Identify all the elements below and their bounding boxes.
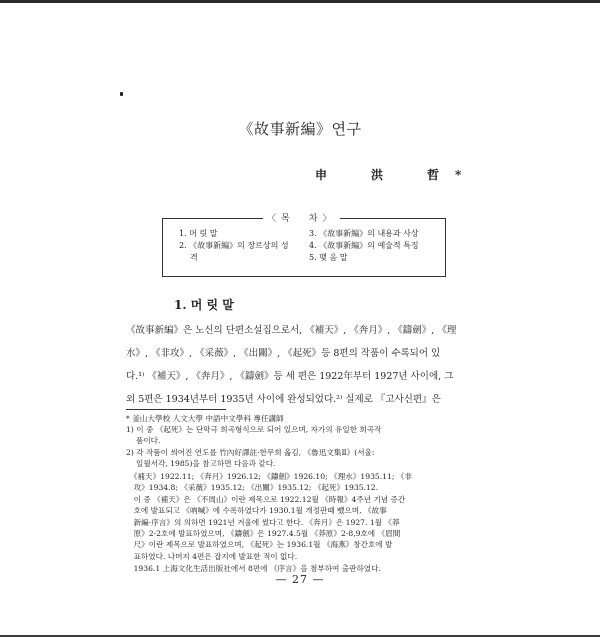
toc-item: 4. 《故事新編》의 예술적 특징 [309, 241, 419, 250]
footnote-line: * 釜山大學校 人文大學 中語中文學科 專任講師 [126, 414, 284, 423]
footnote-line: 攻》1934.8; 《采薇》1935.12; 《出關》1935.12; 《起死》1935.12. [126, 483, 379, 492]
author-name: 申 洪 哲* [315, 168, 478, 182]
footnote-line: 품이다. [126, 436, 161, 445]
body-text-line: 水》, 《非攻》, 《采薇》, 《出關》, 《起死》등 8편의 작품이 수록되어 있 [126, 348, 441, 359]
footnote-line: 尺》이란 제목으로 발표하였으며, 《起死》는 1936.1월 《海燕》창간호에 발 [126, 540, 393, 549]
toc-heading: 〈목 차〉 [263, 211, 340, 224]
body-text-line: 《故事新編》은 노신의 단편소설집으로서, 《補天》, 《奔月》, 《鑄劍》, 《理 [126, 325, 457, 336]
scan-border-top [0, 0, 600, 3]
body-text-line: 외 5편은 1934년부터 1935년 사이에 완성되었다.²⁾ 실제로 『고사신편』은 [126, 394, 441, 405]
footnote-line: 《補天》1922.11; 《奔月》1926.12; 《鑄劍》1926.10; 《理水》1935.11; 《非 [126, 472, 412, 481]
footnote-line: 1) 이 중 《起死》는 단막극 희곡형식으로 되어 있으며, 자가의 유일한 희곡작 [126, 425, 382, 434]
toc-item: 2. 《故事新編》의 장르상의 성 [179, 241, 289, 250]
footnote-line: 표하였다. 나머지 4편은 잡지에 발표한 적이 없다. [126, 552, 298, 561]
footnote-line: 新編·序言》의 의하면 1921년 겨울에 썼다고 한다. 《奔月》은 1927. 1월 《莽 [126, 518, 400, 527]
toc-item: 1. 머 릿 말 [179, 229, 218, 238]
scan-speck [120, 92, 123, 96]
toc-item: 격 [190, 253, 198, 262]
footnote-divider [126, 409, 226, 410]
toc-item: 5. 맺 음 말 [309, 253, 348, 262]
section-heading: 1. 머 릿 말 [174, 298, 234, 312]
body-text-line: 다.¹⁾ 《補天》, 《奔月》, 《鑄劍》등 세 편은 1922年부터 1927년 사이에, 그 [126, 371, 454, 382]
footnote-line: 1936.1 上海文化生活出版社에서 8편에 《序言》을 첨부하여 출판하였다. [126, 564, 381, 573]
paper-title: 《故事新編》연구 [238, 120, 362, 138]
footnote-line: 原》2-2호에 발표하였으며, 《鑄劍》은 1927.4.5월 《莽原》2-8,9호에 《眉間 [126, 529, 401, 538]
footnote-line: 이 중 《補天》은 《不周山》이란 제목으로 1922.12월 《時報》4주년 기념 증간 [126, 495, 406, 504]
footnote-line: 일월서각, 1985)을 참고하면 다음과 같다. [126, 459, 276, 468]
toc-item: 3. 《故事新編》의 내용과 사상 [309, 229, 419, 238]
table-of-contents [162, 214, 446, 277]
footnote-line: 2) 각 작품이 씌어진 연도를 竹內好譯註·한무희 옮김, 《魯迅文集Ⅱ》(서울: [126, 448, 375, 457]
page-number: — 27 — [275, 573, 325, 586]
footnote-line: 호에 발표되고 《吶喊》에 수록하였다가 1930.1월 개정판때 뺐으며, 《故事 [126, 506, 387, 515]
